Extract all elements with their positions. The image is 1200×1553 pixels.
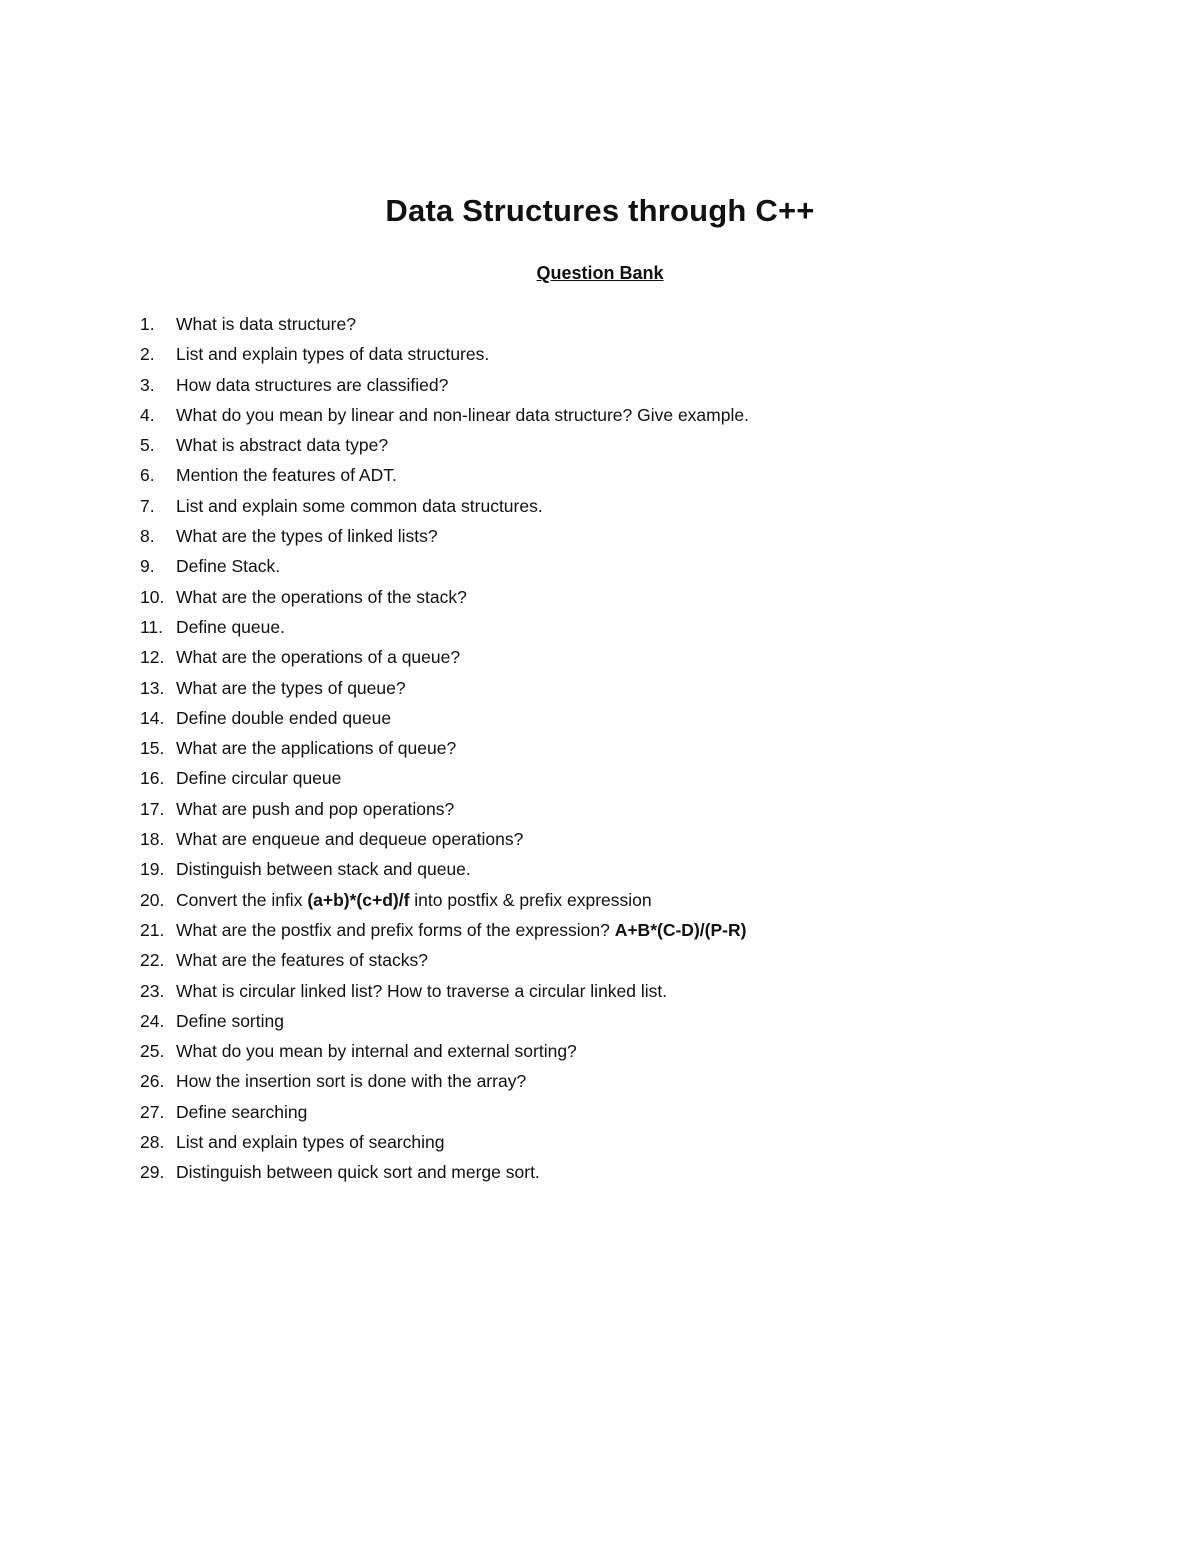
question-text: Define queue. [176, 616, 285, 637]
question-text-continued: into postfix & prefix expression [409, 889, 652, 910]
question-number: 5. [140, 435, 155, 456]
question-item [140, 1129, 749, 1159]
question-text: How the insertion sort is done with the array? [176, 1071, 527, 1092]
question-text: Define searching [176, 1101, 308, 1122]
question-item [140, 796, 749, 826]
question-item [140, 372, 749, 402]
question-number: 2. [140, 344, 155, 365]
question-number: 20. [140, 889, 165, 910]
question-text: List and explain types of searching [176, 1132, 445, 1153]
question-text: Define circular queue [176, 768, 342, 789]
question-text: List and explain some common data structures. [176, 495, 543, 516]
question-item [140, 493, 749, 523]
question-item [140, 978, 749, 1008]
question-number: 18. [140, 829, 165, 850]
question-text: What are the operations of a queue? [176, 647, 461, 668]
question-item [140, 523, 749, 553]
question-text: What are the types of linked lists? [176, 526, 438, 547]
question-number: 14. [140, 707, 165, 728]
question-item [140, 765, 749, 795]
question-text: List and explain types of data structures. [176, 344, 490, 365]
question-number: 22. [140, 950, 165, 971]
question-item [140, 705, 749, 735]
question-item [140, 826, 749, 856]
question-text: Convert the infix [176, 889, 308, 910]
question-number: 6. [140, 465, 155, 486]
question-number: 26. [140, 1071, 165, 1092]
question-number: 15. [140, 738, 165, 759]
question-text: What are the applications of queue? [176, 738, 457, 759]
question-number: 7. [140, 495, 155, 516]
document-title: Data Structures through C++ [385, 193, 815, 228]
question-number: 8. [140, 526, 155, 547]
question-number: 9. [140, 556, 155, 577]
question-item [140, 1038, 749, 1068]
question-number: 1. [140, 314, 155, 334]
question-number: 27. [140, 1101, 165, 1122]
question-item [140, 675, 749, 705]
question-text: What is data structure? [176, 314, 356, 334]
question-text: What are the postfix and prefix forms of the expression? [176, 919, 615, 940]
question-item [140, 402, 749, 432]
question-list [140, 311, 749, 1190]
question-text: Distinguish between stack and queue. [176, 859, 471, 880]
question-item [140, 947, 749, 977]
question-text: Define double ended queue [176, 707, 392, 728]
question-item [140, 856, 749, 886]
question-item [140, 917, 749, 947]
question-text: What do you mean by linear and non-linear data structure? Give example. [176, 404, 749, 425]
question-item [140, 614, 749, 644]
question-item [140, 644, 749, 674]
question-number: 11. [140, 616, 164, 637]
question-expression: (a+b)*(c+d)/f [307, 889, 410, 910]
question-number: 13. [140, 677, 165, 698]
question-text: What are push and pop operations? [176, 798, 455, 819]
question-number: 19. [140, 859, 165, 880]
question-item [140, 432, 749, 462]
question-number: 3. [140, 374, 155, 395]
question-item [140, 584, 749, 614]
question-item [140, 735, 749, 765]
question-number: 12. [140, 647, 165, 668]
document-subtitle: Question Bank [536, 263, 664, 283]
question-text: What are enqueue and dequeue operations? [176, 829, 524, 850]
question-item [140, 311, 749, 341]
question-number: 23. [140, 980, 165, 1001]
question-number: 28. [140, 1132, 165, 1153]
question-text: What do you mean by internal and external sorting? [176, 1041, 577, 1062]
question-item [140, 887, 749, 917]
question-text: Define Stack. [176, 556, 281, 577]
question-number: 10. [140, 586, 165, 607]
question-text: Define sorting [176, 1010, 284, 1031]
question-number: 25. [140, 1041, 165, 1062]
question-item [140, 553, 749, 583]
question-number: 29. [140, 1162, 165, 1183]
question-item [140, 1068, 749, 1098]
question-text: How data structures are classified? [176, 374, 449, 395]
question-item [140, 1008, 749, 1038]
question-number: 17. [140, 798, 165, 819]
question-number: 16. [140, 768, 165, 789]
question-text: What are the types of queue? [176, 677, 406, 698]
question-text: What are the features of stacks? [176, 950, 428, 971]
question-expression: A+B*(C-D)/(P-R) [614, 919, 747, 940]
question-item [140, 462, 749, 492]
question-text: What is circular linked list? How to traverse a circular linked list. [176, 980, 668, 1001]
question-text: What is abstract data type? [176, 435, 389, 456]
question-item [140, 1099, 749, 1129]
question-item [140, 341, 749, 371]
question-text: Mention the features of ADT. [176, 465, 397, 486]
question-text: Distinguish between quick sort and merge sort. [176, 1162, 540, 1183]
question-number: 21. [140, 919, 165, 940]
question-number: 24. [140, 1010, 165, 1031]
question-number: 4. [140, 404, 155, 425]
question-text: What are the operations of the stack? [176, 586, 467, 607]
question-item [140, 1159, 749, 1189]
